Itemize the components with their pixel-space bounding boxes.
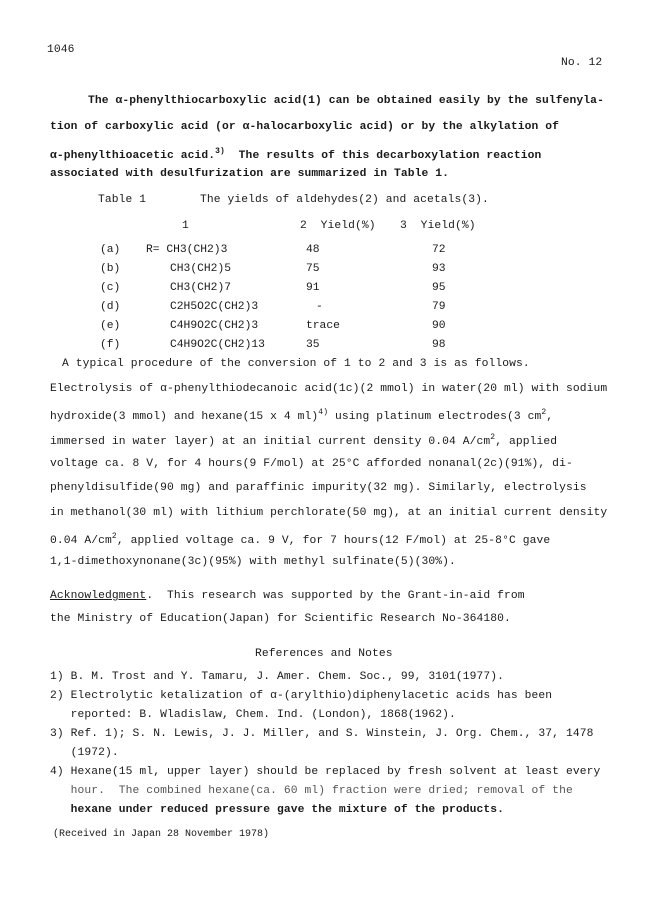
row-yield2: 48 (306, 243, 320, 256)
row-id: (a) (100, 243, 121, 256)
procedure-line-9: 1,1-dimethoxynonane(3c)(95%) with methyl sulfinate(5)(30%). (50, 556, 456, 568)
row-yield3: 90 (432, 319, 446, 332)
procedure-line-2: Electrolysis of α-phenylthiodecanoic acid(1c)(2 mmol) in water(20 ml) with sodium (50, 383, 608, 395)
row-compound: CH3(CH2)7 (170, 281, 232, 294)
procedure-line-4: immersed in water layer) at an initial current density 0.04 $A/cm^2$, applied (50, 433, 558, 448)
reference-line: hexane under reduced pressure gave the mixture of the products. (50, 804, 505, 816)
table-header-yield3: 3 Yield(%) (400, 220, 476, 232)
acknowledgment-line-1: Acknowledgment. This research was supported by the Grant-in-aid from (50, 590, 525, 602)
table-caption: The yields of aldehydes(2) and acetals(3). (200, 194, 489, 206)
reference-line: 4) Hexane(15 ml, upper layer) should be replaced by fresh solvent at least every (50, 766, 601, 778)
row-yield3: 93 (432, 262, 446, 275)
procedure-line-6: phenyldisulfide(90 mg) and paraffinic impurity(32 mg). Similarly, electrolysis (50, 482, 587, 494)
row-compound: R= CH3(CH2)3 (146, 243, 228, 256)
reference-line: hour. The combined hexane(ca. 60 ml) fraction were dried; removal of the (50, 785, 573, 797)
row-yield2: 75 (306, 262, 320, 275)
row-yield3: 72 (432, 243, 446, 256)
intro-line-2: tion of carboxylic acid (or α-halocarboxylic acid) or by the alkylation of (50, 121, 560, 133)
table-row (100, 297, 446, 316)
row-compound: C4H9O2C(CH2)13 (170, 338, 265, 351)
acknowledgment-title: Acknowledgment (50, 590, 147, 602)
table-row (100, 316, 446, 335)
intro-line-4: associated with desulfurization are summarized in Table 1. (50, 168, 449, 180)
row-yield2: trace (306, 319, 340, 332)
table-row (100, 335, 446, 354)
procedure-line-1: A typical procedure of the conversion of 1 to 2 and 3 is as follows. (62, 358, 530, 370)
procedure-line-7: in methanol(30 ml) with lithium perchlorate(50 mg), at an initial current density (50, 507, 608, 519)
row-id: (d) (100, 300, 121, 313)
intro-line-3: α-phenylthioacetic acid.$^{3)}$ The results of this decarboxylation reaction (50, 147, 542, 162)
yields-table (100, 240, 446, 354)
procedure-line-8: 0.04 $A/cm^2$, applied voltage ca. 9 V, for 7 hours(12 F/mol) at 25-8°C gave (50, 532, 551, 547)
row-yield3: 79 (432, 300, 446, 313)
row-id: (b) (100, 262, 121, 275)
row-compound: CH3(CH2)5 (170, 262, 232, 275)
table-header-compound: 1 (182, 220, 189, 232)
procedure-line-5: voltage ca. 8 V, for 4 hours(9 F/mol) at 25°C afforded nonanal(2c)(91%), di- (50, 458, 573, 470)
reference-line: 3) Ref. 1); S. N. Lewis, J. J. Miller, and S. Winstein, J. Org. Chem., 37, 1478 (50, 728, 594, 740)
row-yield3: 98 (432, 338, 446, 351)
table-row (100, 259, 446, 278)
row-yield2: 91 (306, 281, 320, 294)
row-id: (f) (100, 338, 121, 351)
reference-line: (1972). (50, 747, 119, 759)
issue-number: No. 12 (561, 57, 603, 69)
acknowledgment-line-2: the Ministry of Education(Japan) for Scientific Research No-364180. (50, 613, 511, 625)
page-number: 1046 (47, 44, 75, 56)
table-row (100, 240, 446, 259)
procedure-line-3: hydroxide(3 mmol) and hexane(15 x 4 ml)$^{4)}$ using platinum electrodes(3 $cm^2$, (50, 408, 554, 423)
references-title: References and Notes (255, 648, 393, 660)
reference-line: 1) B. M. Trost and Y. Tamaru, J. Amer. Chem. Soc., 99, 3101(1977). (50, 671, 505, 683)
row-yield3: 95 (432, 281, 446, 294)
table-row (100, 278, 446, 297)
row-id: (c) (100, 281, 121, 294)
row-id: (e) (100, 319, 121, 332)
row-yield2: - (316, 300, 323, 313)
received-date: (Received in Japan 28 November 1978) (53, 829, 270, 840)
intro-line-1: The α-phenylthiocarboxylic acid(1) can be obtained easily by the sulfenyla- (88, 95, 604, 107)
reference-line: reported: B. Wladislaw, Chem. Ind. (London), 1868(1962). (50, 709, 456, 721)
reference-line: 2) Electrolytic ketalization of α-(arylthio)diphenylacetic acids has been (50, 690, 553, 702)
row-compound: C4H9O2C(CH2)3 (170, 319, 259, 332)
table-label: Table 1 (98, 194, 147, 206)
table-header-yield2: 2 Yield(%) (300, 220, 376, 232)
row-yield2: 35 (306, 338, 320, 351)
row-compound: C2H5O2C(CH2)3 (170, 300, 259, 313)
